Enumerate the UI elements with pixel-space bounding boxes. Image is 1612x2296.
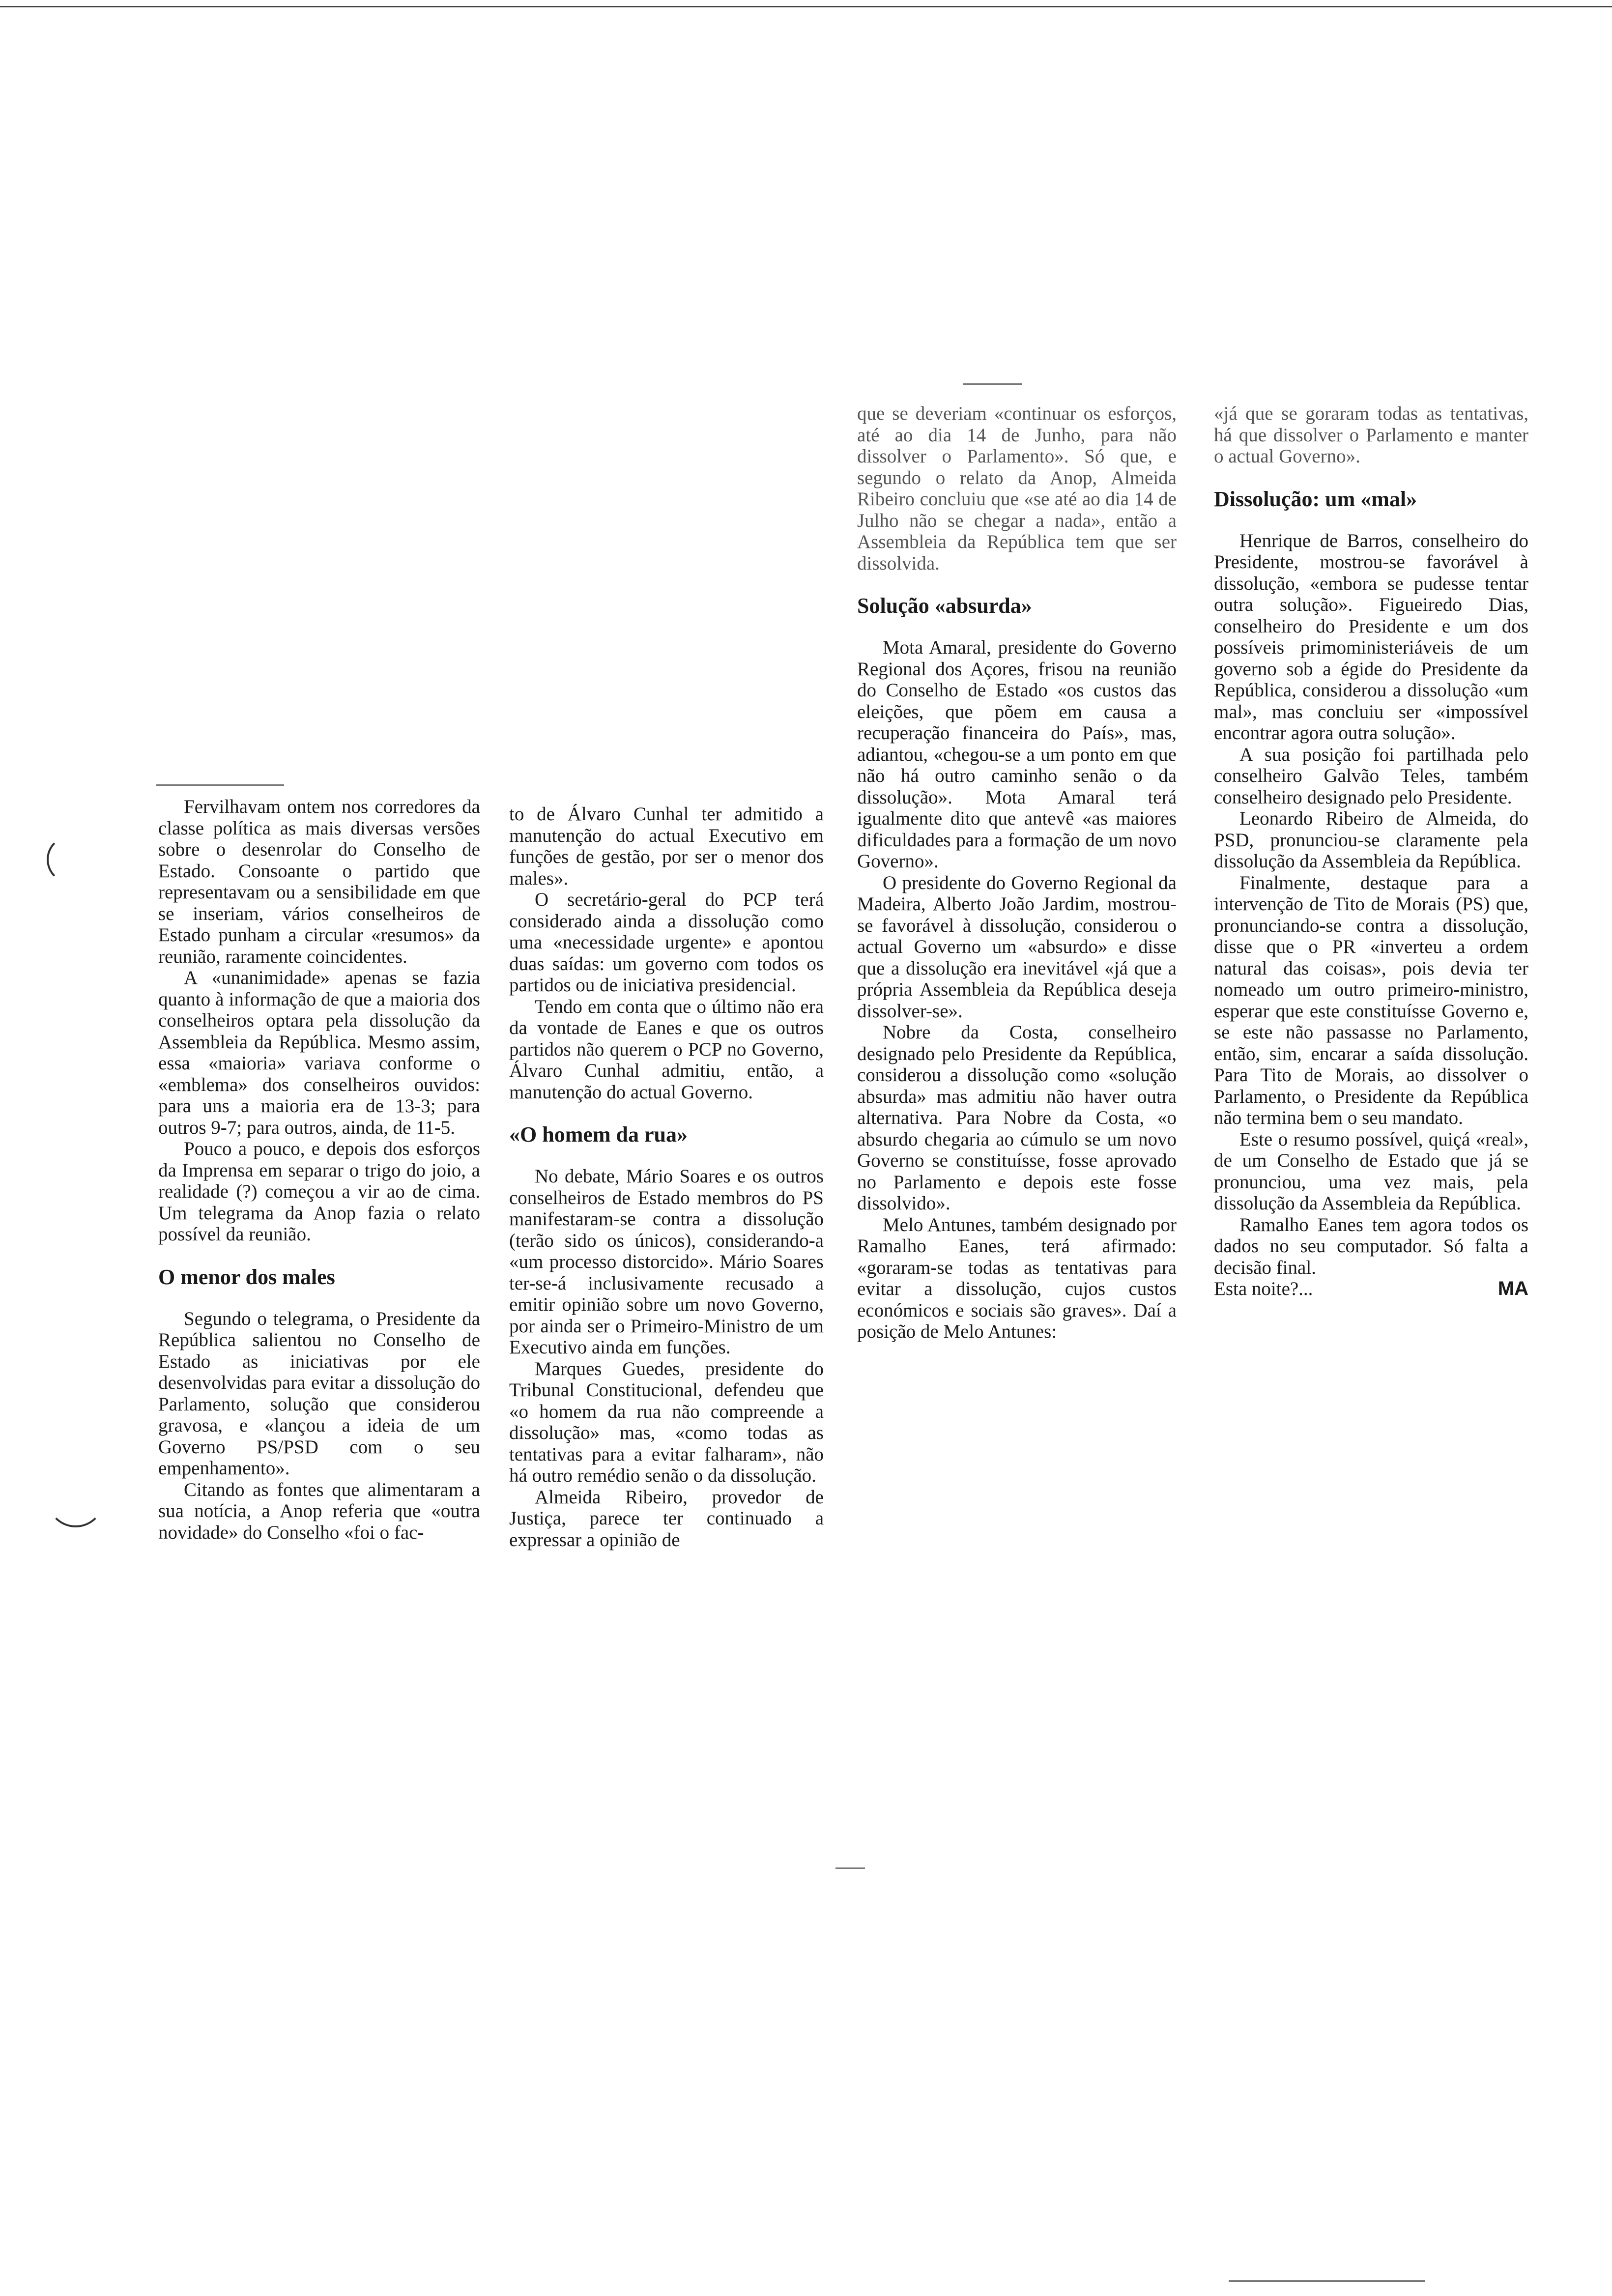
section-heading: Dissolução: um «mal» [1214,487,1417,511]
top-rule [0,6,1612,7]
paragraph: A sua posição foi partilhada pelo conselheiro Galvão Teles, também conselheiro designado pelo Presidente. [1214,744,1528,808]
section-heading: O menor dos males [158,1264,335,1289]
paragraph: Almeida Ribeiro, provedor de Justiça, parece ter continuado a expressar a opinião de [509,1486,824,1550]
paragraph: Segundo o telegrama, o Presidente da República salientou no Conselho de Estado as iniciativas por ele desenvolvidas para evitar a dissolução do Parlamento, solução que considerou gravosa, e «lançou a ideia de um Governo PS/PSD com o seu empenhamento». [158,1308,480,1479]
paragraph: Citando as fontes que alimentaram a sua notícia, a Anop referia que «outra novidade» do Conselho «foi o fac- [158,1479,480,1543]
paragraph: Finalmente, destaque para a intervenção de Tito de Morais (PS) que, pronunciando-se contra a dissolução, disse que o PR «inverteu a ordem natural das coisas», pois devia ter nomeado um outro primeiro-ministro, esperar que este constituísse Governo e, se este não passasse no Parlamento, então, sim, encarar a saída dissolução. Para Tito de Morais, ao dissolver o Parlamento, o Presidente da República não termina bem o seu mandato. [1214,872,1528,1128]
article-column-3 [857,403,1177,1343]
paragraph: to de Álvaro Cunhal ter admitido a manutenção do actual Executivo em funções de gestão, por ser o menor dos males». [509,804,824,889]
paragraph: No debate, Mário Soares e os outros conselheiros de Estado membros do PS manifestaram-se contra a dissolução (terão sido os únicos), considerando-a «um processo distorcido». Mário Soares ter-se-á inclusivamente recusado a emitir opinião sobre um novo Governo, por ainda ser o Primeiro-Ministro de um Executivo ainda em funções. [509,1166,824,1358]
scan-speck [1229,2280,1425,2282]
paragraph: Melo Antunes, também designado por Ramalho Eanes, terá afirmado: «goraram-se todas as tentativas para evitar a dissolução, cujos custos económicos e sociais são graves». Daí a posição de Melo Antunes: [857,1214,1177,1342]
binding-hole-mark [47,835,95,884]
paragraph: Fervilhavam ontem nos corredores da classe política as mais diversas versões sobre o desenrolar do Conselho de Estado. Consoante o partido que representavam ou a sensibilidade em que se inseriam, vários conselheiros de Estado punham a circular «resumos» da reunião, raramente coincidentes. [158,796,480,967]
binding-hole-mark [47,1469,105,1527]
paragraph: Leonardo Ribeiro de Almeida, do PSD, pronunciou-se claramente pela dissolução da Assembleia da República. [1214,808,1528,872]
scan-speck [156,784,284,786]
article-column-2 [509,804,824,1550]
paragraph: Nobre da Costa, conselheiro designado pelo Presidente da República, considerou a dissolução como «solução absurda» mas admitiu não haver outra alternativa. Para Nobre da Costa, «o absurdo chegaria ao cúmulo se um novo Governo se constituísse, fosse aprovado no Parlamento e depois este fosse dissolvido». [857,1022,1177,1214]
paragraph: Tendo em conta que o último não era da vontade de Eanes e que os outros partidos não querem o PCP no Governo, Álvaro Cunhal admitiu, então, a manutenção do actual Governo. [509,996,824,1103]
paragraph: Ramalho Eanes tem agora todos os dados no seu computador. Só falta a decisão final. [1214,1214,1528,1278]
paragraph: Marques Guedes, presidente do Tribunal Constitucional, defendeu que «o homem da rua não compreende a dissolução» mas, «como todas as tentativas para a evitar falharam», não há outro remédio senão o da dissolução. [509,1358,824,1486]
paragraph: que se deveriam «continuar os esforços, até ao dia 14 de Junho, para não dissolver o Parlamento». Só que, e segundo o relato da Anop, Almeida Ribeiro concluiu que «se até ao dia 14 de Julho não se chegar a nada», então a Assembleia da República tem que ser dissolvida. [857,403,1177,574]
closing-remark: Esta noite?... [1214,1278,1313,1299]
paragraph: Pouco a pouco, e depois dos esforços da Imprensa em separar o trigo do joio, a realidade (?) começou a vir ao de cima. Um telegrama da Anop fazia o relato possível da reunião. [158,1138,480,1245]
article-column-1 [158,796,480,1543]
paragraph: O presidente do Governo Regional da Madeira, Alberto João Jardim, mostrou-se favorável à dissolução, considerou o actual Governo um «absurdo» e disse que a dissolução era inevitável «já que a própria Assembleia da República deseja dissolver-se». [857,872,1177,1022]
section-heading: «O homem da rua» [509,1122,688,1147]
paragraph: Este o resumo possível, quiçá «real», de um Conselho de Estado que já se pronunciou, uma vez mais, pela dissolução da Assembleia da República. [1214,1128,1528,1214]
article-column-4 [1214,403,1528,1300]
paragraph: Henrique de Barros, conselheiro do Presidente, mostrou-se favorável à dissolução, «embora se pudesse tentar outra solução». Figueiredo Dias, conselheiro do Presidente e um dos possíveis primoministeriáveis de um governo sob a égide do Presidente da República, considerou a dissolução «um mal», mas concluiu ser «impossível encontrar agora outra solução». [1214,530,1528,744]
signoff-line [1214,1278,1528,1300]
paragraph: O secretário-geral do PCP terá considerado ainda a dissolução como uma «necessidade urgente» e apontou duas saídas: um governo com todos os partidos ou de iniciativa presidencial. [509,889,824,996]
scan-speck [835,1867,865,1869]
paragraph: Mota Amaral, presidente do Governo Regional dos Açores, frisou na reunião do Conselho de Estado «os custos das eleições, que põem em causa a recuperação financeira do País», mas, adiantou, «chegou-se a um ponto em que não há outro caminho senão o da dissolução». Mota Amaral terá igualmente dito que antevê «as maiores dificuldades para a formação de um novo Governo». [857,637,1177,872]
section-heading: Solução «absurda» [857,594,1032,618]
paragraph: «já que se goraram todas as tentativas, há que dissolver o Parlamento e manter o actual Governo». [1214,403,1528,467]
scan-speck [963,383,1022,385]
paragraph: A «unanimidade» apenas se fazia quanto à informação de que a maioria dos conselheiros optara pela dissolução da Assembleia da República. Mesmo assim, essa «maioria» variava conforme o «emblema» dos conselheiros ouvidos: para uns a maioria era de 13-3; para outros 9-7; para outros, ainda, de 11-5. [158,967,480,1138]
author-signature: MA [1497,1278,1528,1299]
